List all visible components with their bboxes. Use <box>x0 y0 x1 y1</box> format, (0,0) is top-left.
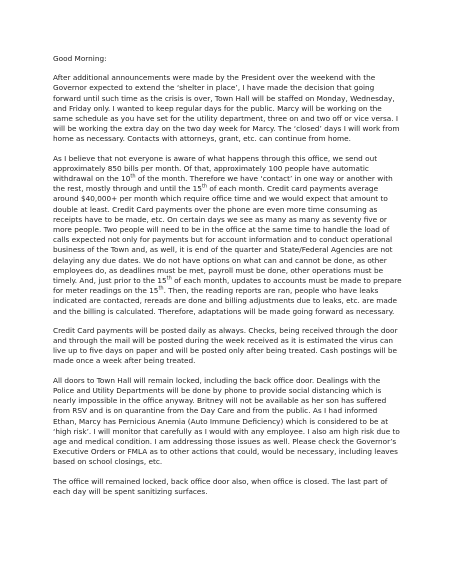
ordinal-suffix: th <box>166 275 172 282</box>
greeting: Good Morning: <box>53 54 107 63</box>
paragraph-text-segment: of the month. Therefore we have ‘contact’ in one way or another with the rest, mostly through and until the 15 <box>53 174 393 194</box>
ordinal-suffix: th <box>201 183 208 190</box>
paragraph-office-workload <box>53 154 403 317</box>
ordinal-suffix: th <box>158 285 164 292</box>
paragraph-payments: Credit Card payments will be posted daily as always. Checks, being received through the door and through the mail will be posted during the week received as it is estimated the virus can live up to five days on paper and will be posted only after being treated. Cash postings will be made once a week after being treated. <box>53 325 398 366</box>
paragraph-closing: The office will remained locked, back office door also, when office is closed. The last part of each day will be spent sanitizing surfaces. <box>53 476 388 496</box>
paragraph-text-segment: . Then, the reading reports are ran, people who have leaks indicated are contacted, rereads are done and billing adjustments due to leaks, etc. are made and the billing is calculated. Therefore, adaptations will be made going forward as necessary. <box>53 286 397 316</box>
paragraph-text-segment: As I believe that not everyone is aware of what happens through this office, we send out approximately 850 bills per month. Of that, approximately 100 people have automatic withdrawal on the 10 <box>53 153 378 184</box>
ordinal-suffix: th <box>130 173 136 180</box>
letter-body <box>53 54 403 506</box>
paragraph-text-segment: of each month. Credit card payments average around $40,000+ per month which require office time and we would expect that amount to double at least. Credit Card payments over the phone are even more time consuming as receipts have to be made, etc. On certain days we see as many as many as seventy five or more people. Two people will need to be in the office at the same time to handle the load of calls expected not only for payments but for account information and to conduct operational business of the Town and, as well, it is end of the quarter and State/Federal Agencies are not delaying any due dates. We do not have options on what can and cannot be done, as other employees do, as deadlines must be met, payroll must be done, other operations must be timely. And, just prior to the 15 <box>53 184 393 286</box>
paragraph-schedule: After additional announcements were made by the President over the weekend with the Governor expected to extend the ‘shelter in place’, I have made the decision that going forward until such time as the crisis is over, Town Hall will be staffed on Monday, Wednesday, and Friday only. I wanted to keep regular days for the public. Marcy will be working on the same schedule as you have set for the utility department, three on and two off or vice versa. I will be working the extra day on the two day week for Marcy. The ‘closed’ days I will work from home as necessary. Contacts with attorneys, grant, etc. can continue from home. <box>53 73 400 144</box>
paragraph-locked-doors: All doors to Town Hall will remain locked, including the back office door. Dealings with the Police and Utility Departments will be done by phone to provide social distancing which is nearly impossible in the office anyway. Britney will not be available as her son has suffered from RSV and is on quarantine from the Day Care and from the public. As I had informed Ethan, Marcy has Pernicious Anemia (Auto Immune Deficiency) which is considered to be at ‘high risk’. I will monitor that carefully as I would with any employee. I also am high risk due to age and medical condition. I am addressing those issues as well. Please check the Governor’s Executive Orders or FMLA as to other actions that could, would be necessary, including leaves based on school closings, etc. <box>53 375 400 467</box>
paragraph-text-segment: of each month, updates to accounts must be made to prepare for meter readings on the 15 <box>53 276 402 296</box>
